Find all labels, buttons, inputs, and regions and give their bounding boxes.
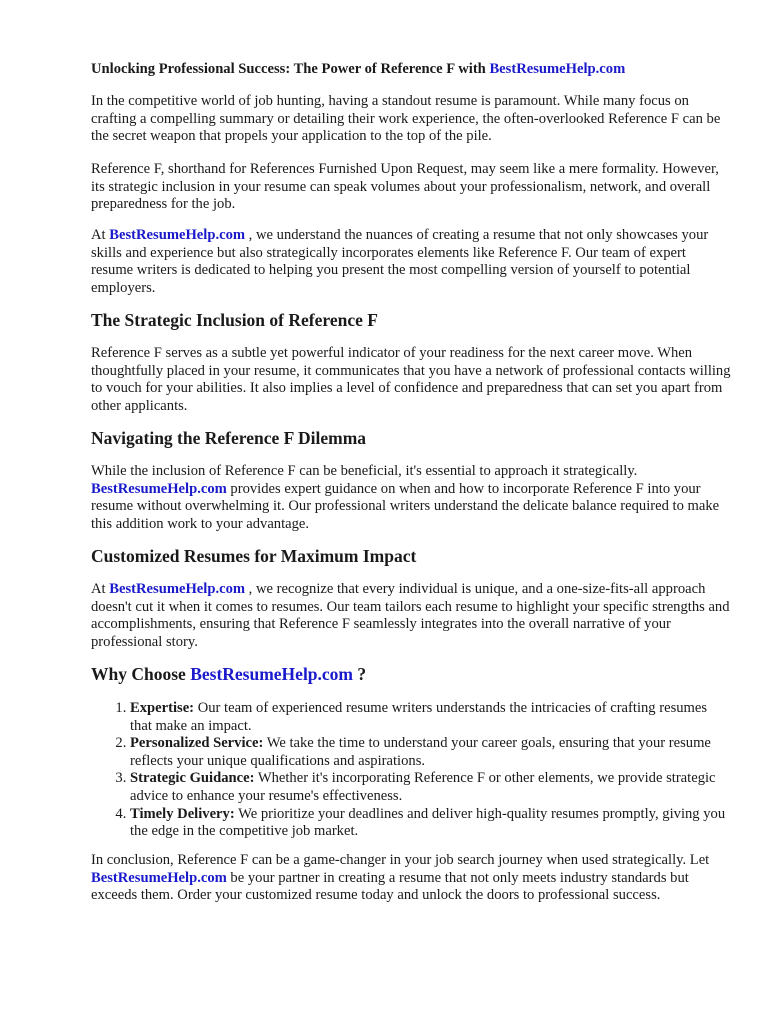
list-item	[130, 806, 731, 841]
text: , we understand the nuances of creating a resume that not only showcases your skills and experience but also strategically incorporates elements like Reference F. Our team of expert resume writers is dedicated to helping you present the most compelling version of yourself to potential employers.	[91, 227, 709, 296]
text: Why Choose	[91, 664, 191, 684]
dilemma-paragraph	[91, 463, 731, 533]
item-text: We take the time to understand your career goals, ensuring that your resume reflects your unique qualifications and aspirations.	[130, 735, 711, 769]
list-item	[130, 770, 731, 805]
reference-f-paragraph: Reference F, shorthand for References Furnished Upon Request, may seem like a mere formality. However, its strategic inclusion in your resume can speak volumes about your professionalism, network, and overall preparedness for the job.	[91, 161, 719, 213]
item-label: Timely Delivery:	[130, 805, 235, 822]
item-label: Strategic Guidance:	[130, 770, 255, 787]
text: provides expert guidance on when and how to incorporate Reference F into your resume without overwhelming it. Our professional writers understand the delicate balance required to make this addition work to your advantage.	[91, 480, 720, 532]
site-link[interactable]: BestResumeHelp.com	[91, 869, 227, 886]
section-heading	[91, 664, 731, 685]
site-link[interactable]: BestResumeHelp.com	[109, 227, 246, 243]
site-link[interactable]: BestResumeHelp.com	[91, 480, 227, 497]
site-link[interactable]: BestResumeHelp.com	[489, 61, 626, 77]
title-text: Unlocking Professional Success: The Power of Reference F with	[91, 61, 490, 77]
item-text: We prioritize your deadlines and deliver high-quality resumes promptly, giving you the edge in the competitive job market.	[130, 805, 726, 840]
about-paragraph	[91, 227, 731, 297]
site-link[interactable]: BestResumeHelp.com	[190, 664, 354, 684]
section-heading: The Strategic Inclusion of Reference F	[91, 310, 378, 330]
section-heading: Customized Resumes for Maximum Impact	[91, 546, 417, 566]
strategic-paragraph: Reference F serves as a subtle yet powerful indicator of your readiness for the next career move. When thoughtfully placed in your resume, it communicates that you have a network of professional contacts willing to vouch for your abilities. It also implies a level of confidence and preparedness that can set you apart from other applicants.	[91, 345, 731, 414]
item-label: Expertise:	[130, 700, 195, 716]
list-item	[130, 735, 731, 770]
text: be your partner in creating a resume that not only meets industry standards but exceeds them. Order your customized resume today and unlock the doors to professional success.	[91, 869, 689, 904]
text: At	[91, 581, 110, 597]
text: , we recognize that every individual is unique, and a one-size-fits-all approach doesn't cut it when it comes to resumes. Our team tailors each resume to highlight your specific strengths and accomplishments, ensuring that Reference F seamlessly integrates into the overall narrative of your professional story.	[91, 581, 730, 650]
list-item	[130, 700, 731, 735]
text: At	[91, 227, 110, 243]
text: ?	[353, 664, 367, 684]
item-label: Personalized Service:	[130, 735, 264, 752]
item-text: Our team of experienced resume writers understands the intricacies of crafting resumes that make an impact.	[130, 700, 708, 734]
intro-paragraph: In the competitive world of job hunting, having a standout resume is paramount. While many focus on crafting a compelling summary or detailing their work experience, the often-overlooked Reference F can be the secret weapon that propels your application to the top of the pile.	[91, 93, 721, 145]
section-heading: Navigating the Reference F Dilemma	[91, 428, 367, 448]
item-text: Whether it's incorporating Reference F or other elements, we provide strategic advice to enhance your resume's effectiveness.	[130, 770, 716, 804]
document-title	[91, 61, 731, 79]
conclusion-paragraph	[91, 852, 731, 905]
text: While the inclusion of Reference F can be beneficial, it's essential to approach it strategically.	[91, 463, 638, 479]
site-link[interactable]: BestResumeHelp.com	[109, 581, 246, 597]
text: In conclusion, Reference F can be a game-changer in your job search journey when used strategically. Let	[91, 852, 710, 868]
customized-paragraph	[91, 581, 731, 651]
benefits-list	[91, 700, 731, 841]
